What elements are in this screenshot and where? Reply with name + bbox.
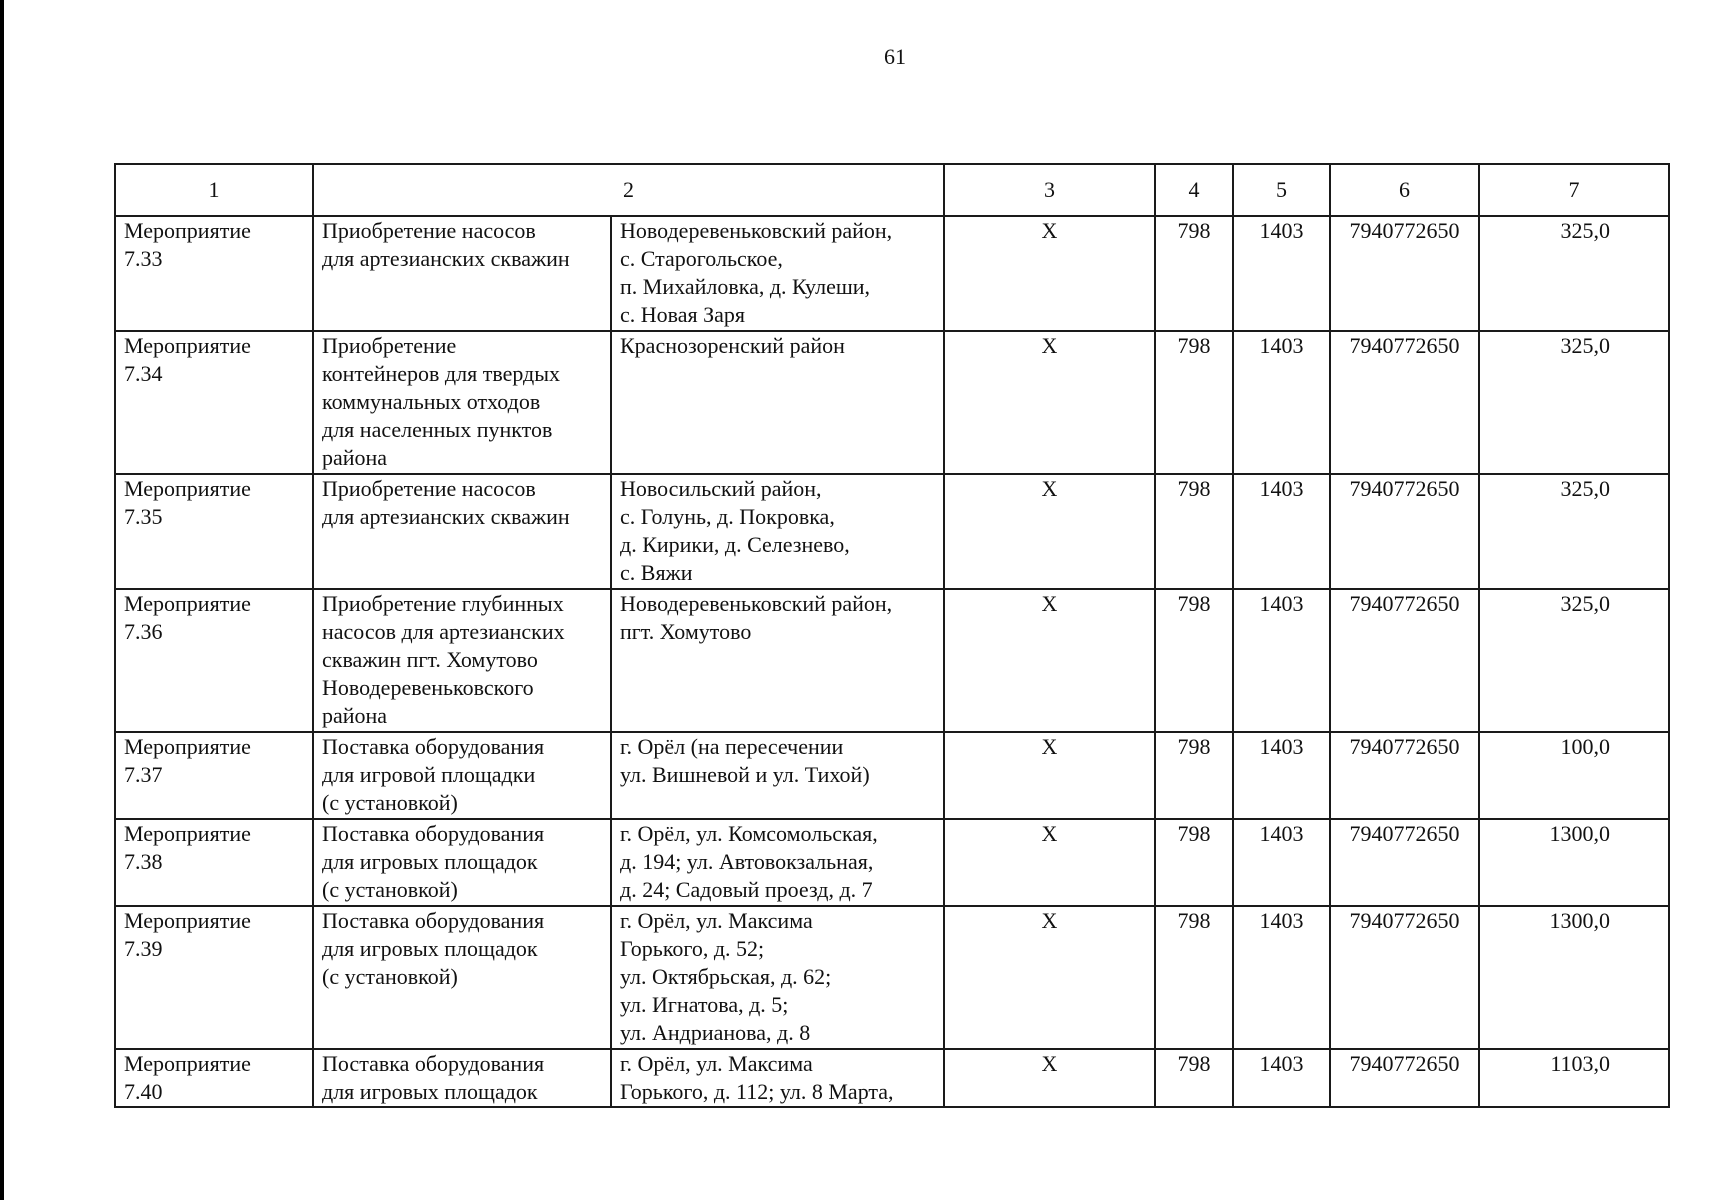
cell-line: 798: [1177, 218, 1211, 243]
cell-line: 7.37: [124, 762, 163, 787]
col-5-cell: [1233, 819, 1330, 906]
location-cell: [611, 216, 944, 331]
cell-line: п. Михайловка, д. Кулеши,: [620, 274, 871, 299]
cell-line: с. Старогольское,: [620, 246, 783, 271]
table-row: [115, 589, 1669, 732]
amount-cell: [1479, 216, 1669, 331]
cell-line: 7940772650: [1349, 1051, 1460, 1076]
header-col-7: 7: [1479, 164, 1669, 216]
col-4-cell: [1155, 589, 1233, 732]
cell-line: 325,0: [1560, 218, 1610, 243]
cell-line: контейнеров для твердых: [322, 361, 561, 386]
event-id-cell: [115, 1049, 313, 1107]
amount-cell: [1479, 906, 1669, 1049]
cell-line: X: [1041, 218, 1058, 243]
cell-line: д. 194; ул. Автовокзальная,: [620, 849, 874, 874]
event-name-cell: [313, 589, 611, 732]
header-col-4: 4: [1155, 164, 1233, 216]
cell-line: 7.33: [124, 246, 163, 271]
col-4-cell: [1155, 906, 1233, 1049]
col-6-cell: [1330, 331, 1479, 474]
col-4-cell: [1155, 732, 1233, 819]
col-4-cell: [1155, 216, 1233, 331]
cell-line: X: [1041, 908, 1058, 933]
table-row: [115, 216, 1669, 331]
cell-line: Мероприятие: [124, 908, 251, 933]
cell-line: для населенных пунктов: [322, 417, 553, 442]
cell-line: 1300,0: [1549, 821, 1610, 846]
cell-line: г. Орёл, ул. Комсомольская,: [620, 821, 878, 846]
cell-line: 325,0: [1560, 591, 1610, 616]
table-row: [115, 331, 1669, 474]
cell-line: 1403: [1259, 1051, 1304, 1076]
cell-line: скважин пгт. Хомутово: [322, 647, 538, 672]
amount-cell: [1479, 732, 1669, 819]
cell-line: Новодеревеньковского: [322, 675, 534, 700]
cell-line: Приобретение насосов: [322, 218, 536, 243]
cell-line: Новосильский район,: [620, 476, 822, 501]
cell-line: ул. Октябрьская, д. 62;: [620, 964, 832, 989]
cell-line: 1300,0: [1549, 908, 1610, 933]
location-cell: [611, 331, 944, 474]
cell-line: 7940772650: [1349, 821, 1460, 846]
cell-line: (с установкой): [322, 790, 458, 815]
cell-line: Горького, д. 112; ул. 8 Марта,: [620, 1079, 894, 1104]
col-6-cell: [1330, 906, 1479, 1049]
header-col-5: 5: [1233, 164, 1330, 216]
cell-line: 798: [1177, 591, 1211, 616]
col-6-cell: [1330, 819, 1479, 906]
cell-line: насосов для артезианских: [322, 619, 565, 644]
table-row: [115, 819, 1669, 906]
cell-line: 798: [1177, 1051, 1211, 1076]
cell-line: X: [1041, 1051, 1058, 1076]
col-3-cell: [944, 216, 1155, 331]
col-4-cell: [1155, 819, 1233, 906]
cell-line: для артезианских скважин: [322, 246, 570, 271]
header-col-6: 6: [1330, 164, 1479, 216]
col-4-cell: [1155, 1049, 1233, 1107]
cell-line: для игровых площадок: [322, 936, 538, 961]
location-cell: [611, 474, 944, 589]
cell-line: района: [322, 703, 388, 728]
col-5-cell: [1233, 589, 1330, 732]
cell-line: X: [1041, 591, 1058, 616]
location-cell: [611, 819, 944, 906]
event-name-cell: [313, 1049, 611, 1107]
cell-line: ул. Вишневой и ул. Тихой): [620, 762, 870, 787]
event-name-cell: [313, 331, 611, 474]
amount-cell: [1479, 819, 1669, 906]
cell-line: 1403: [1259, 218, 1304, 243]
cell-line: 1403: [1259, 591, 1304, 616]
cell-line: ул. Андрианова, д. 8: [620, 1020, 811, 1045]
col-4-cell: [1155, 474, 1233, 589]
cell-line: г. Орёл, ул. Максима: [620, 908, 813, 933]
cell-line: 7.36: [124, 619, 163, 644]
cell-line: Поставка оборудования: [322, 1051, 545, 1076]
col-4-cell: [1155, 331, 1233, 474]
location-cell: [611, 906, 944, 1049]
cell-line: (с установкой): [322, 877, 458, 902]
table-row: [115, 1049, 1669, 1107]
scan-edge: [0, 0, 4, 1200]
cell-line: 798: [1177, 333, 1211, 358]
cell-line: 798: [1177, 734, 1211, 759]
cell-line: коммунальных отходов: [322, 389, 541, 414]
col-6-cell: [1330, 589, 1479, 732]
cell-line: Новодеревеньковский район,: [620, 591, 893, 616]
table-row: [115, 732, 1669, 819]
cell-line: Поставка оборудования: [322, 734, 545, 759]
cell-line: Приобретение: [322, 333, 457, 358]
cell-line: 7940772650: [1349, 591, 1460, 616]
cell-line: 798: [1177, 821, 1211, 846]
cell-line: X: [1041, 821, 1058, 846]
cell-line: с. Новая Заря: [620, 302, 746, 327]
location-cell: [611, 1049, 944, 1107]
cell-line: 325,0: [1560, 476, 1610, 501]
cell-line: Приобретение глубинных: [322, 591, 564, 616]
data-table: [114, 163, 1670, 1108]
header-col-1: 1: [115, 164, 313, 216]
table-row: [115, 906, 1669, 1049]
col-5-cell: [1233, 1049, 1330, 1107]
event-id-cell: [115, 732, 313, 819]
col-3-cell: [944, 474, 1155, 589]
col-5-cell: [1233, 474, 1330, 589]
cell-line: Поставка оборудования: [322, 821, 545, 846]
cell-line: для игровой площадки: [322, 762, 536, 787]
cell-line: Новодеревеньковский район,: [620, 218, 893, 243]
cell-line: д. Кирики, д. Селезнево,: [620, 532, 850, 557]
table-row: [115, 474, 1669, 589]
cell-line: 7.35: [124, 504, 163, 529]
cell-line: 1103,0: [1550, 1051, 1610, 1076]
col-3-cell: [944, 589, 1155, 732]
cell-line: Мероприятие: [124, 476, 251, 501]
col-3-cell: [944, 1049, 1155, 1107]
amount-cell: [1479, 474, 1669, 589]
event-id-cell: [115, 474, 313, 589]
event-id-cell: [115, 331, 313, 474]
event-id-cell: [115, 589, 313, 732]
cell-line: 1403: [1259, 821, 1304, 846]
col-5-cell: [1233, 331, 1330, 474]
cell-line: Мероприятие: [124, 1051, 251, 1076]
col-3-cell: [944, 732, 1155, 819]
table-body: [115, 216, 1669, 1107]
col-5-cell: [1233, 732, 1330, 819]
cell-line: 1403: [1259, 333, 1304, 358]
cell-line: Мероприятие: [124, 218, 251, 243]
cell-line: д. 24; Садовый проезд, д. 7: [620, 877, 873, 902]
cell-line: 798: [1177, 908, 1211, 933]
cell-line: X: [1041, 476, 1058, 501]
event-name-cell: [313, 216, 611, 331]
cell-line: 7940772650: [1349, 734, 1460, 759]
event-name-cell: [313, 474, 611, 589]
col-3-cell: [944, 906, 1155, 1049]
col-5-cell: [1233, 906, 1330, 1049]
cell-line: Краснозоренский район: [620, 333, 845, 358]
cell-line: 1403: [1259, 476, 1304, 501]
cell-line: X: [1041, 333, 1058, 358]
cell-line: пгт. Хомутово: [620, 619, 752, 644]
event-name-cell: [313, 819, 611, 906]
cell-line: 1403: [1259, 908, 1304, 933]
cell-line: Мероприятие: [124, 591, 251, 616]
cell-line: для игровых площадок: [322, 1079, 538, 1104]
cell-line: Мероприятие: [124, 333, 251, 358]
cell-line: 7940772650: [1349, 218, 1460, 243]
cell-line: для игровых площадок: [322, 849, 538, 874]
location-cell: [611, 589, 944, 732]
cell-line: Поставка оборудования: [322, 908, 545, 933]
cell-line: Приобретение насосов: [322, 476, 536, 501]
location-cell: [611, 732, 944, 819]
event-id-cell: [115, 819, 313, 906]
cell-line: 7.34: [124, 361, 163, 386]
col-6-cell: [1330, 474, 1479, 589]
event-name-cell: [313, 906, 611, 1049]
col-6-cell: [1330, 732, 1479, 819]
cell-line: для артезианских скважин: [322, 504, 570, 529]
cell-line: 1403: [1259, 734, 1304, 759]
cell-line: ул. Игнатова, д. 5;: [620, 992, 789, 1017]
col-5-cell: [1233, 216, 1330, 331]
header-col-2: 2: [313, 164, 944, 216]
cell-line: X: [1041, 734, 1058, 759]
cell-line: 798: [1177, 476, 1211, 501]
cell-line: Мероприятие: [124, 821, 251, 846]
cell-line: 7.40: [124, 1079, 163, 1104]
cell-line: района: [322, 445, 388, 470]
col-3-cell: [944, 819, 1155, 906]
col-6-cell: [1330, 1049, 1479, 1107]
cell-line: 7.39: [124, 936, 163, 961]
cell-line: (с установкой): [322, 964, 458, 989]
event-id-cell: [115, 906, 313, 1049]
cell-line: с. Вяжи: [620, 560, 693, 585]
cell-line: с. Голунь, д. Покровка,: [620, 504, 835, 529]
amount-cell: [1479, 589, 1669, 732]
table-header-row: [115, 164, 1669, 216]
page-number: 61: [884, 44, 906, 69]
cell-line: 7940772650: [1349, 333, 1460, 358]
cell-line: г. Орёл, ул. Максима: [620, 1051, 813, 1076]
event-id-cell: [115, 216, 313, 331]
cell-line: 325,0: [1560, 333, 1610, 358]
cell-line: 7940772650: [1349, 908, 1460, 933]
cell-line: Горького, д. 52;: [620, 936, 765, 961]
header-col-3: 3: [944, 164, 1155, 216]
cell-line: 7940772650: [1349, 476, 1460, 501]
event-name-cell: [313, 732, 611, 819]
col-6-cell: [1330, 216, 1479, 331]
cell-line: 100,0: [1560, 734, 1610, 759]
amount-cell: [1479, 1049, 1669, 1107]
amount-cell: [1479, 331, 1669, 474]
col-3-cell: [944, 331, 1155, 474]
cell-line: Мероприятие: [124, 734, 251, 759]
cell-line: 7.38: [124, 849, 163, 874]
cell-line: г. Орёл (на пересечении: [620, 734, 844, 759]
